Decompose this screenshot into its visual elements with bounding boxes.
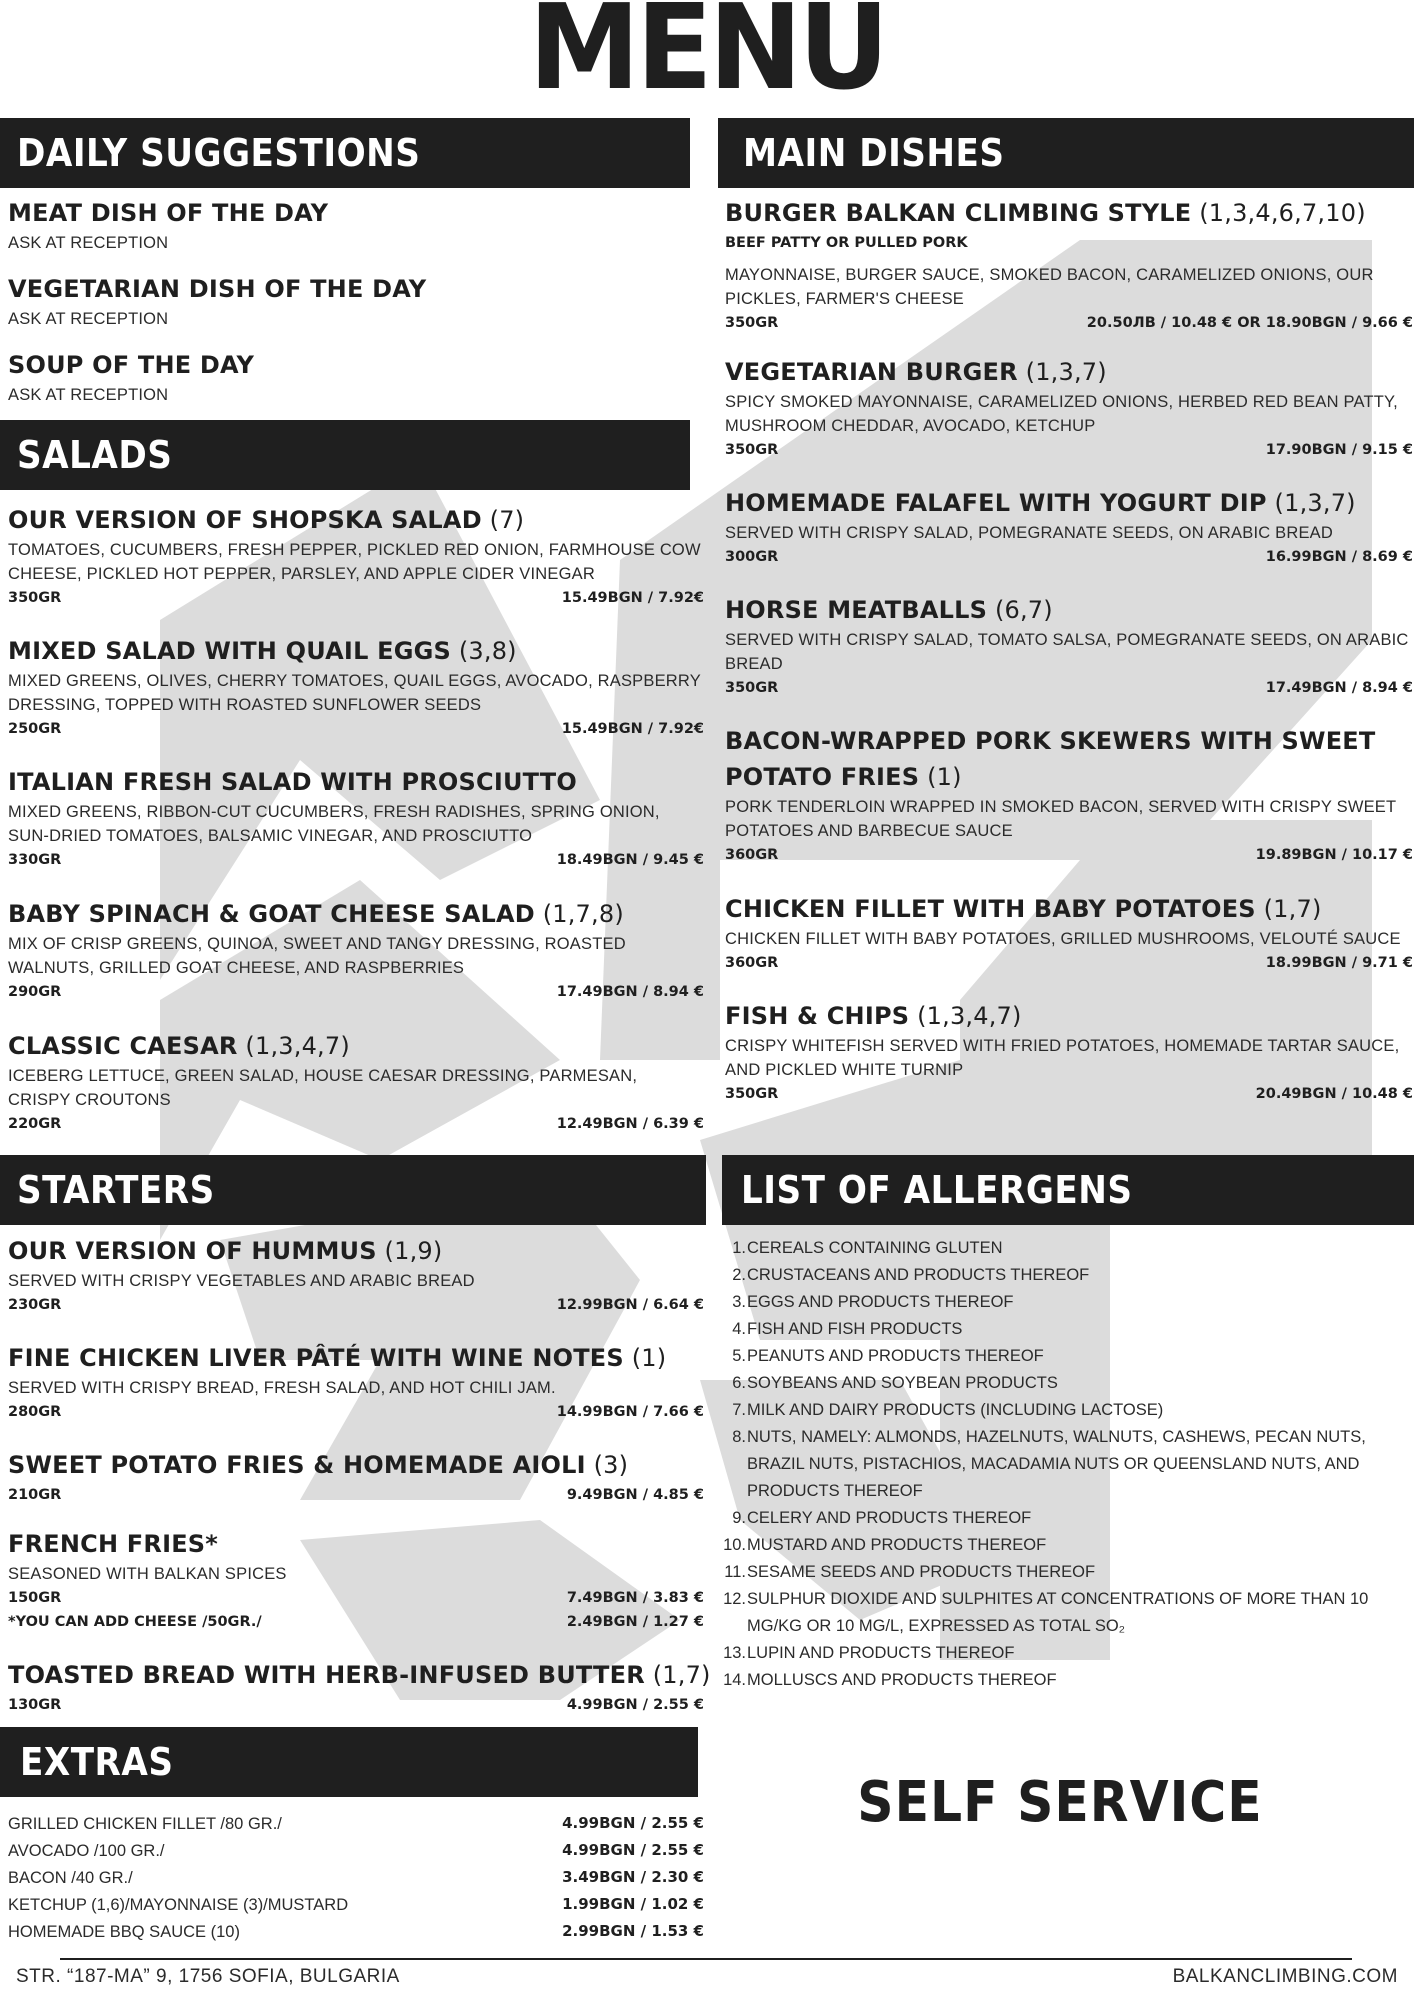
allergen-item: 13. LUPIN AND PRODUCTS THEREOF [723, 1644, 1015, 1662]
item-weight: 350GR [8, 590, 62, 606]
item-name: CHICKEN FILLET WITH BABY POTATOES (1,7) [725, 895, 1322, 923]
item-name: TOASTED BREAD WITH HERB-INFUSED BUTTER (1,7) [8, 1661, 711, 1689]
daily-item [8, 347, 698, 407]
footer-address: STR. “187-MA” 9, 1756 SOFIA, BULGARIA [16, 1966, 400, 1987]
extra-item [8, 1864, 704, 1891]
allergen-item: 6. SOYBEANS AND SOYBEAN PRODUCTS [732, 1374, 1058, 1392]
item-name: ITALIAN FRESH SALAD WITH PROSCIUTTO [8, 768, 577, 796]
item-meta [8, 1400, 704, 1424]
extra-label: GRILLED CHICKEN FILLET /80 GR./ [8, 1815, 282, 1833]
main-item [725, 998, 1413, 1106]
main-item [725, 891, 1413, 975]
item-name: BURGER BALKAN CLIMBING STYLE (1,3,4,6,7,10) [725, 199, 1366, 227]
item-meta [8, 1293, 704, 1317]
item-meta [725, 843, 1413, 867]
footer-website[interactable]: BALKANCLIMBING.COM [1172, 1966, 1398, 1987]
item-allergens: (1,7) [644, 1661, 711, 1689]
extra-item [8, 1918, 704, 1945]
item-desc: MIX OF CRISP GREENS, QUINOA, SWEET AND TANGY DRESSING, ROASTED WALNUTS, GRILLED GOAT CHEESE, AND RASPBERRIES [8, 935, 626, 977]
item-name: FINE CHICKEN LIVER PÂTÉ WITH WINE NOTES (1) [8, 1344, 667, 1372]
item-allergens: (1,3,4,7) [909, 1002, 1022, 1030]
item-weight: 280GR [8, 1404, 62, 1420]
starters-heading: STARTERS [17, 1168, 215, 1212]
item-desc: MIXED GREENS, OLIVES, CHERRY TOMATOES, QUAIL EGGS, AVOCADO, RASPBERRY DRESSING, TOPPED WITH ROASTED SUNFLOWER SEEDS [8, 672, 701, 714]
item-desc: ASK AT RECEPTION [8, 386, 169, 404]
main-item [725, 354, 1413, 462]
daily-suggestions-heading: DAILY SUGGESTIONS [17, 131, 421, 175]
item-weight: 230GR [8, 1297, 62, 1313]
item-meta [8, 717, 704, 741]
item-allergens: (1,7,8) [534, 900, 624, 928]
main-item [725, 485, 1413, 569]
item-meta-extra [8, 1610, 704, 1634]
item-meta [8, 848, 704, 872]
item-meta [725, 311, 1413, 335]
item-extra-label: *YOU CAN ADD CHEESE /50GR./ [8, 1614, 262, 1630]
allergen-item: 12. SULPHUR DIOXIDE AND SULPHITES AT CONCENTRATIONS OF MORE THAN 10 MG/KG OR 10 MG/L, EXPRESSED AS TOTAL SO₂ [723, 1590, 1369, 1635]
extras-heading: EXTRAS [20, 1740, 174, 1784]
item-subtitle: BEEF PATTY OR PULLED PORK [725, 235, 968, 251]
allergen-item: 14. MOLLUSCS AND PRODUCTS THEREOF [723, 1671, 1057, 1689]
item-allergens: (1,9) [376, 1237, 443, 1265]
item-weight: 330GR [8, 852, 62, 868]
item-allergens: (3,8) [451, 637, 517, 665]
item-weight: 360GR [725, 955, 779, 971]
salads-heading: SALADS [17, 433, 173, 477]
main-item [725, 195, 1413, 335]
self-service-label: SELF SERVICE [857, 1770, 1263, 1835]
item-meta [8, 1586, 704, 1610]
item-weight: 250GR [8, 721, 62, 737]
footer-divider [60, 1958, 1352, 1960]
allergens-heading: LIST OF ALLERGENS [741, 1168, 1133, 1212]
menu-title: MENU [528, 0, 886, 117]
item-name-line2: POTATO FRIES (1) [725, 763, 962, 791]
item-weight: 350GR [725, 442, 779, 458]
item-name: OUR VERSION OF SHOPSKA SALAD (7) [8, 506, 525, 534]
item-meta [725, 676, 1413, 700]
item-desc: SERVED WITH CRISPY SALAD, TOMATO SALSA, POMEGRANATE SEEDS, ON ARABIC BREAD [725, 631, 1409, 673]
starter-item [8, 1233, 704, 1317]
item-price: 12.49BGN / 6.39 € [556, 1116, 704, 1132]
item-name: FISH & CHIPS (1,3,4,7) [725, 1002, 1022, 1030]
item-price: 20.49BGN / 10.48 € [1255, 1086, 1413, 1102]
item-weight: 300GR [725, 549, 779, 565]
item-desc: SPICY SMOKED MAYONNAISE, CARAMELIZED ONIONS, HERBED RED BEAN PATTY, MUSHROOM CHEDDAR, AVOCADO, KETCHUP [725, 393, 1398, 435]
item-meta [8, 1112, 704, 1136]
item-name: VEGETARIAN DISH OF THE DAY [8, 275, 427, 303]
extra-price: 2.99BGN / 1.53 € [562, 1922, 704, 1940]
item-allergens: (1) [623, 1344, 667, 1372]
item-price: 16.99BGN / 8.69 € [1265, 549, 1413, 565]
item-weight: 130GR [8, 1697, 62, 1713]
item-desc: CHICKEN FILLET WITH BABY POTATOES, GRILLED MUSHROOMS, VELOUTÉ SAUCE [725, 930, 1401, 948]
item-weight: 350GR [725, 1086, 779, 1102]
item-meta [725, 545, 1413, 569]
item-allergens: (1,3,4,6,7,10) [1191, 199, 1366, 227]
allergen-item: 5. PEANUTS AND PRODUCTS THEREOF [732, 1347, 1044, 1365]
extra-price: 4.99BGN / 2.55 € [562, 1841, 704, 1859]
extra-price: 4.99BGN / 2.55 € [562, 1814, 704, 1832]
item-desc: TOMATOES, CUCUMBERS, FRESH PEPPER, PICKLED RED ONION, FARMHOUSE COW CHEESE, PICKLED HOT PEPPER, PARSLEY, AND APPLE CIDER VINEGAR [8, 541, 701, 583]
item-name: HORSE MEATBALLS (6,7) [725, 596, 1053, 624]
item-desc: ASK AT RECEPTION [8, 234, 169, 252]
item-price: 12.99BGN / 6.64 € [556, 1297, 704, 1313]
item-allergens: (7) [481, 506, 525, 534]
allergen-item: 10. MUSTARD AND PRODUCTS THEREOF [723, 1536, 1047, 1554]
item-allergens: (3) [585, 1451, 629, 1479]
salad-item [8, 502, 704, 610]
daily-item [8, 195, 698, 255]
allergen-item: 3. EGGS AND PRODUCTS THEREOF [732, 1293, 1014, 1311]
item-meta [725, 951, 1413, 975]
item-name: CLASSIC CAESAR (1,3,4,7) [8, 1032, 350, 1060]
item-name: BABY SPINACH & GOAT CHEESE SALAD (1,7,8) [8, 900, 624, 928]
item-allergens: (1,7) [1255, 895, 1322, 923]
item-meta [8, 586, 704, 610]
item-weight: 350GR [725, 680, 779, 696]
item-desc: CRISPY WHITEFISH SERVED WITH FRIED POTATOES, HOMEMADE TARTAR SAUCE, AND PICKLED WHITE TURNIP [725, 1037, 1400, 1079]
item-price: 18.99BGN / 9.71 € [1265, 955, 1413, 971]
item-price: 15.49BGN / 7.92€ [561, 721, 704, 737]
allergen-item: 4. FISH AND FISH PRODUCTS [732, 1320, 963, 1338]
main-dishes-heading: MAIN DISHES [743, 131, 1005, 175]
item-meta [725, 1082, 1413, 1106]
extra-price: 3.49BGN / 2.30 € [562, 1868, 704, 1886]
item-name: MEAT DISH OF THE DAY [8, 199, 329, 227]
item-name: OUR VERSION OF HUMMUS (1,9) [8, 1237, 443, 1265]
item-meta [8, 1483, 704, 1507]
item-weight: 150GR [8, 1590, 62, 1606]
starter-item [8, 1526, 704, 1634]
salad-item [8, 633, 704, 741]
daily-item [8, 271, 698, 331]
item-allergens: (1,3,7) [1017, 358, 1107, 386]
salad-item [8, 1028, 704, 1136]
allergen-item: 2. CRUSTACEANS AND PRODUCTS THEREOF [732, 1266, 1090, 1284]
item-allergens: (6,7) [987, 596, 1053, 624]
extra-label: HOMEMADE BBQ SAUCE (10) [8, 1923, 240, 1941]
item-price: 9.49BGN / 4.85 € [566, 1487, 704, 1503]
main-item [725, 723, 1413, 867]
starter-item [8, 1447, 704, 1507]
starter-item [8, 1657, 711, 1717]
item-name: FRENCH FRIES* [8, 1530, 219, 1558]
allergen-item: 8. NUTS, NAMELY: ALMONDS, HAZELNUTS, WALNUTS, CASHEWS, PECAN NUTS, BRAZIL NUTS, PISTACHIOS, MACADAMIA NUTS OR QUEENSLAND NUTS, AND PRODUCTS THEREOF [732, 1428, 1366, 1500]
item-meta [8, 1693, 704, 1717]
item-desc: SERVED WITH CRISPY SALAD, POMEGRANATE SEEDS, ON ARABIC BREAD [725, 524, 1333, 542]
item-meta [8, 980, 704, 1004]
allergens-list [723, 1235, 1396, 1694]
item-allergens: (1,3,4,7) [237, 1032, 350, 1060]
item-desc: MIXED GREENS, RIBBON-CUT CUCUMBERS, FRESH RADISHES, SPRING ONION, SUN-DRIED TOMATOES, BALSAMIC VINEGAR, AND PROSCIUTTO [8, 803, 660, 845]
item-meta [725, 438, 1413, 462]
item-desc: ICEBERG LETTUCE, GREEN SALAD, HOUSE CAESAR DRESSING, PARMESAN, CRISPY CROUTONS [8, 1067, 638, 1109]
item-price: 19.89BGN / 10.17 € [1255, 847, 1413, 863]
item-extra-price: 2.49BGN / 1.27 € [566, 1614, 704, 1630]
salad-item [8, 764, 704, 872]
item-name: SOUP OF THE DAY [8, 351, 255, 379]
item-weight: 350GR [725, 315, 779, 331]
item-weight: 360GR [725, 847, 779, 863]
extra-item [8, 1891, 704, 1918]
item-name: VEGETARIAN BURGER (1,3,7) [725, 358, 1107, 386]
item-price: 17.49BGN / 8.94 € [1265, 680, 1413, 696]
item-desc: SEASONED WITH BALKAN SPICES [8, 1565, 287, 1583]
item-price: 4.99BGN / 2.55 € [566, 1697, 704, 1713]
allergen-item: 9. CELERY AND PRODUCTS THEREOF [732, 1509, 1032, 1527]
item-desc: ASK AT RECEPTION [8, 310, 169, 328]
allergen-item: 7. MILK AND DAIRY PRODUCTS (INCLUDING LACTOSE) [732, 1401, 1164, 1419]
item-desc: SERVED WITH CRISPY VEGETABLES AND ARABIC BREAD [8, 1272, 475, 1290]
main-item [725, 592, 1413, 700]
item-price: 7.49BGN / 3.83 € [566, 1590, 704, 1606]
item-name: MIXED SALAD WITH QUAIL EGGS (3,8) [8, 637, 517, 665]
salad-item [8, 896, 704, 1004]
item-price: 20.50ЛВ / 10.48 € OR 18.90BGN / 9.66 € [1086, 315, 1413, 331]
item-name: SWEET POTATO FRIES & HOMEMADE AIOLI (3) [8, 1451, 629, 1479]
item-weight: 220GR [8, 1116, 62, 1132]
item-price: 14.99BGN / 7.66 € [556, 1404, 704, 1420]
extra-label: KETCHUP (1,6)/MAYONNAISE (3)/MUSTARD [8, 1896, 349, 1914]
allergen-item: 11. SESAME SEEDS AND PRODUCTS THEREOF [724, 1563, 1096, 1581]
item-name: HOMEMADE FALAFEL WITH YOGURT DIP (1,3,7) [725, 489, 1356, 517]
extra-label: BACON /40 GR./ [8, 1869, 133, 1887]
item-allergens: (1,3,7) [1266, 489, 1356, 517]
item-desc: MAYONNAISE, BURGER SAUCE, SMOKED BACON, CARAMELIZED ONIONS, OUR PICKLES, FARMER'S CHEESE [725, 266, 1374, 308]
item-desc: SERVED WITH CRISPY BREAD, FRESH SALAD, AND HOT CHILI JAM. [8, 1379, 556, 1397]
item-price: 15.49BGN / 7.92€ [561, 590, 704, 606]
item-allergens: (1) [919, 763, 962, 791]
extra-price: 1.99BGN / 1.02 € [562, 1895, 704, 1913]
item-price: 18.49BGN / 9.45 € [556, 852, 704, 868]
item-desc: PORK TENDERLOIN WRAPPED IN SMOKED BACON, SERVED WITH CRISPY SWEET POTATOES AND BARBECUE SAUCE [725, 798, 1396, 840]
extra-item [8, 1837, 704, 1864]
starter-item [8, 1340, 704, 1424]
item-weight: 210GR [8, 1487, 62, 1503]
allergen-item: 1. CEREALS CONTAINING GLUTEN [732, 1239, 1003, 1257]
item-weight: 290GR [8, 984, 62, 1000]
extra-item [8, 1810, 704, 1837]
item-price: 17.90BGN / 9.15 € [1265, 442, 1413, 458]
extras-list [8, 1810, 704, 1950]
item-name: BACON-WRAPPED PORK SKEWERS WITH SWEET [725, 727, 1376, 755]
item-price: 17.49BGN / 8.94 € [556, 984, 704, 1000]
extra-label: AVOCADO /100 GR./ [8, 1842, 165, 1860]
